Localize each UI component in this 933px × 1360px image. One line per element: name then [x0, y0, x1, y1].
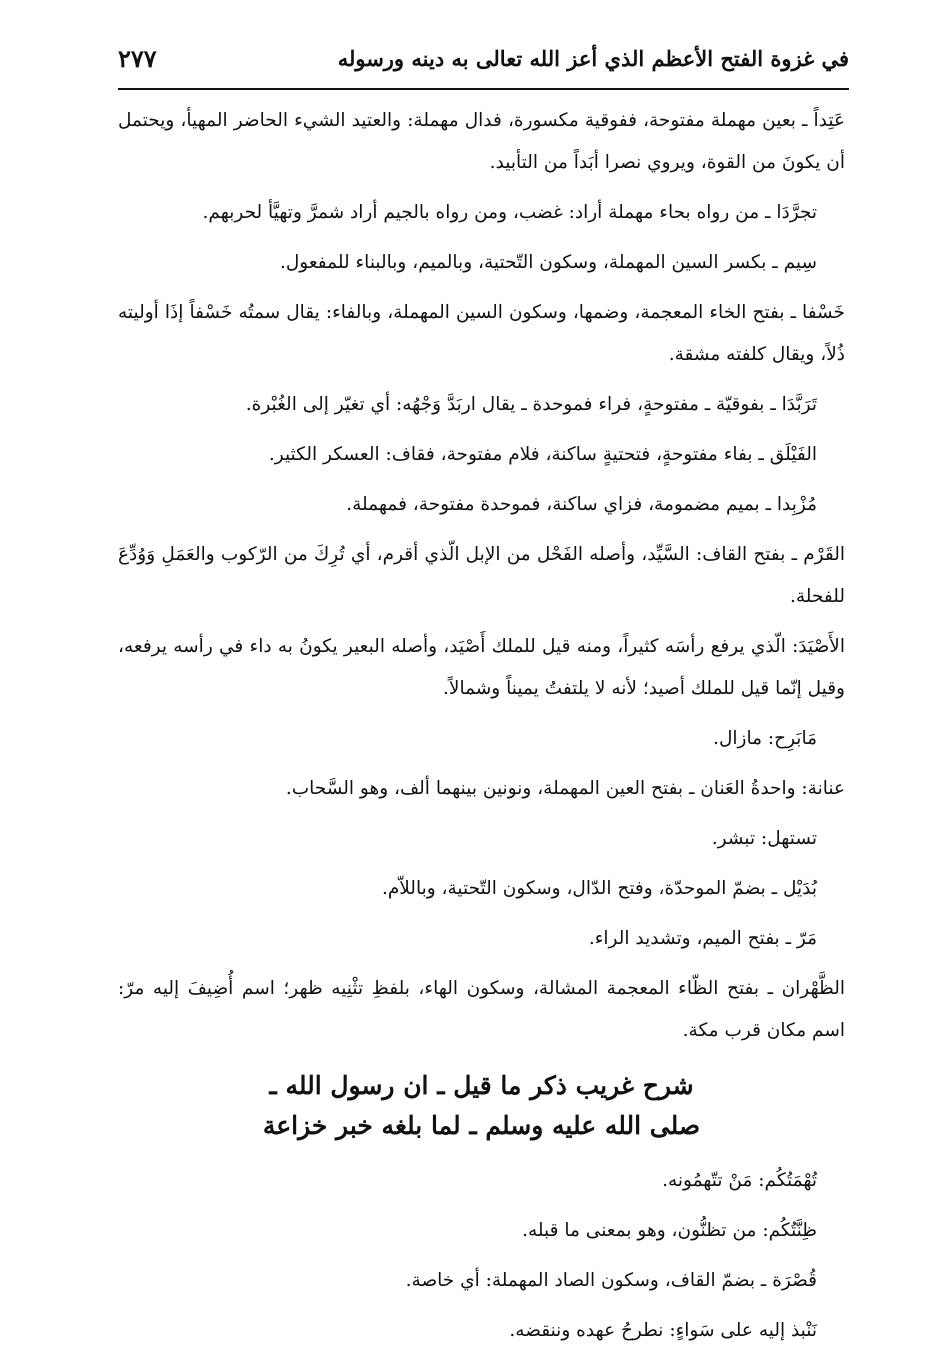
glossary-entry: الظَّهْران ـ بفتح الظّاء المعجمة المشالة، وسكون الهاء، بلفظِ تثْنِيه ظهر؛ اسم أُضِيفَ إليه مرّ: اسم مكان قرب مكة.: [118, 978, 845, 1041]
glossary-entry: قُصْرَة ـ بضمّ القاف، وسكون الصاد المهملة: أي خاصة.: [405, 1270, 817, 1291]
section-heading: [118, 1066, 845, 1146]
glossary-entry: مَرّ ـ بفتح الميم، وتشديد الراء.: [588, 928, 817, 949]
glossary-entry: نَنْبذ إليه على سَواءٍ: نطرحُ عهده وننقضه.: [509, 1320, 817, 1341]
glossary-entry: سِيم ـ بكسر السين المهملة، وسكون التّحتية، وبالميم، وبالبناء للمفعول.: [279, 252, 817, 273]
glossary-entry: عنانة: واحدةُ العَنان ـ بفتح العين المهملة، ونونين بينهما ألف، وهو السَّحاب.: [285, 778, 845, 799]
glossary-entry: تجرَّدَا ـ من رواه بحاء مهملة أراد: غضب، ومن رواه بالجيم أراد شمرَّ وتهيَّأ لحربهم.: [202, 202, 817, 223]
page-header: [118, 38, 849, 90]
page-number: ٢٧٧: [118, 44, 157, 73]
glossary-entry: تُهْمَتُكُم: مَنْ تتّهمُونه.: [662, 1170, 817, 1191]
glossary-entry: تستهل: تبشر.: [711, 828, 817, 849]
glossary-entry: بُدَيْل ـ بضمّ الموحدّة، وفتح الدّال، وسكون التّحتية، وباللاّم.: [381, 878, 817, 899]
section-heading-line-1: شرح غريب ذكر ما قيل ـ ان رسول الله ـ: [269, 1071, 694, 1100]
glossary-entry: عَتِداً ـ بعين مهملة مفتوحة، ففوقية مكسورة، فدال مهملة: والعتيد الشيء الحاضر المهيأ، ويحتمل أن يكونَ من القوة، ويروي نصرا أبَداً من التأبيد.: [118, 110, 845, 173]
glossary-entry: مَابَرِح: مازال.: [713, 728, 817, 749]
glossary-entry: خَسْفا ـ بفتح الخاء المعجمة، وضمها، وسكون السين المهملة، وبالفاء: يقال سمتُه خَسْفاً إذَا أوليته ذُلاً، ويقال كلفته مشقة.: [118, 302, 845, 365]
page-body: [118, 100, 845, 1360]
glossary-entry: مُزْبِدا ـ بميم مضمومة، فزاي ساكنة، فموحدة مفتوحة، فمهملة.: [346, 494, 817, 515]
glossary-entry: ظِنَّتُكُم: من تظنُّون، وهو بمعنى ما قبله.: [522, 1220, 817, 1241]
section-heading-line-2: صلى الله عليه وسلم ـ لما بلغه خبر خزاعة: [262, 1111, 701, 1140]
glossary-entry: الفَيْلَق ـ بفاء مفتوحةٍ، فتحتيةٍ ساكنة، فلام مفتوحة، فقاف: العسكر الكثير.: [268, 444, 817, 465]
running-title: في غزوة الفتح الأعظم الذي أعز الله تعالى به دينه ورسوله: [337, 46, 849, 71]
glossary-entry: تَرَبَّدَا ـ بفوقيّة ـ مفتوحةٍ، فراء فموحدة ـ يقال اربَدَّ وَجْهُه: أي تغيّر إلى الغُبْرة.: [245, 394, 817, 415]
glossary-entry: الأَصْيَدَ: الّذي يرفع رأسَه كثيراً، ومنه قيل للملك أَصْيَد، وأصله البعير يكونُ به داء في رأسه يرفعه، وقيل إنّما قيل للملك أصيد؛ لأنه لا يلتفتُ يميناً وشمالاً.: [118, 636, 845, 699]
glossary-entry: القَرْم ـ بفتح القاف: السَّيِّد، وأصله الفَحْل من الإبل الّذي أقرم، أي تُرِكَ من الرّكوب والعَمَلِ وَوُدِّعَ للفحلة.: [118, 544, 845, 607]
